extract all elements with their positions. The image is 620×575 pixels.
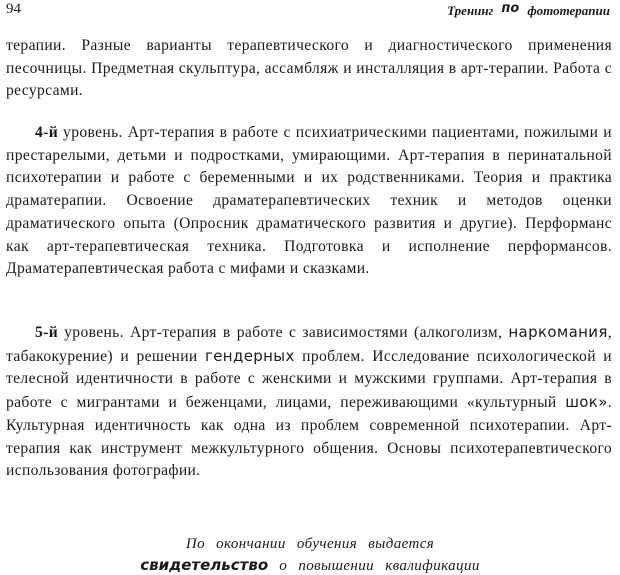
closing-line-1: По окончании обучения выдается: [185, 536, 435, 552]
paragraph-3-word-f: шок»: [565, 393, 608, 412]
paragraph-2: [6, 122, 612, 281]
paragraph-3-lead: 5-й: [35, 324, 59, 341]
closing-emphasis: свидетельство: [140, 556, 269, 574]
paragraph-1: [6, 35, 612, 103]
running-head-right: фототерапии: [527, 3, 610, 18]
paragraph-3-text-g: . Культурная идентичность как одна из проблем современной психотерапии. Арт-терапия как инструмент межкультурного общения. Основы психотерапевтического использования фотографии.: [6, 394, 612, 480]
closing-line-2: [0, 556, 620, 575]
paragraph-3-word-b: наркомания: [508, 323, 608, 341]
page-number: 94: [6, 1, 21, 17]
paragraph-1-text: терапии. Разные варианты терапевтического и диагностического применения песочницы. Предметная скульптура, ассамбляж и инсталляция в арт-терапии. Работа с ресурсами.: [6, 37, 612, 100]
closing-rest: о повышении квалификации: [279, 558, 480, 574]
paragraph-3-word-d: гендерных: [205, 346, 295, 365]
running-head: [447, 3, 610, 20]
paragraph-3: [6, 321, 612, 483]
paragraph-3-text-e: проблем. Исследование психологической и телесной идентичности в работе с женскими и мужскими группами. Арт-терапия в работе с мигрантами и беженцами, лицами, переживающими «культурный: [6, 347, 612, 412]
running-head-left: Тренинг: [447, 3, 494, 18]
running-head-middle: по: [501, 1, 520, 16]
paragraph-2-text: уровень. Арт-терапия в работе с психиатрическими пациентами, пожилыми и престарелыми, детьми и подростками, умирающими. Арт-терапия в перинатальной психотерапии и работе с беременными и их родственниками. Теория и практика драматерапии. Освоение драматерапевтических техник и методов оценки драматического опыта (Опросник драматического развития и другие). Перформанс как арт-терапевтическая техника. Подготовка и исполнение перформансов. Драматерапевтическая работа с мифами и сказками.: [6, 124, 612, 278]
paragraph-2-lead: 4-й: [35, 124, 59, 141]
paragraph-3-text-c: , табакокурение) и решении: [6, 324, 612, 365]
paragraph-3-text-a: уровень. Арт-терапия в работе с зависимостями (алкоголизм,: [58, 324, 509, 341]
